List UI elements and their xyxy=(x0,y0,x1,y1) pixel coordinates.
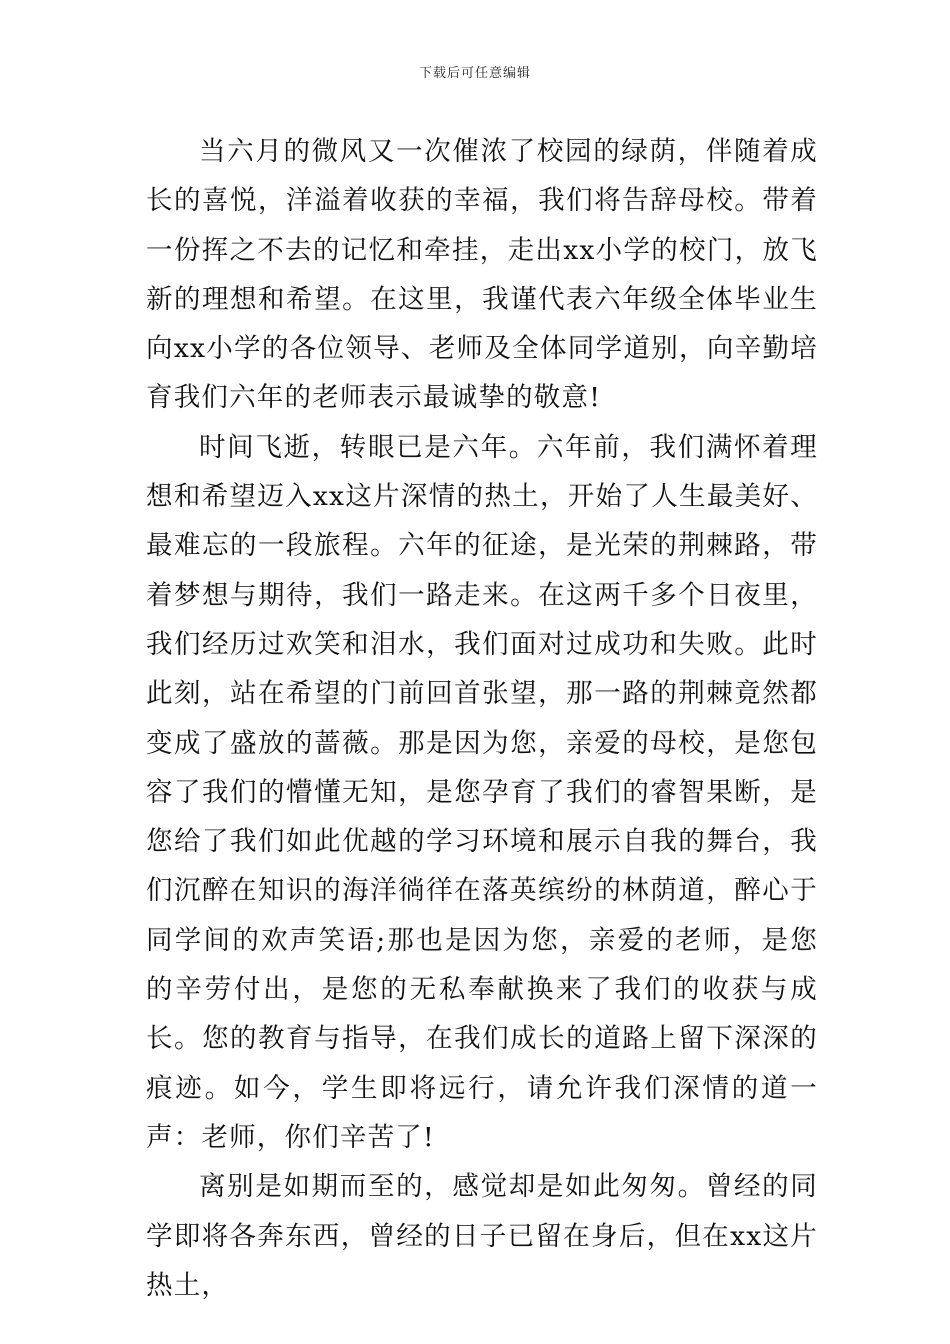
paragraph-3: 离别是如期而至的，感觉却是如此匆匆。曾经的同学即将各奔东西，曾经的日子已留在身后，但在xx这片热土， xyxy=(146,1171,818,1301)
paragraph-2: 时间飞逝，转眼已是六年。六年前，我们满怀着理想和希望迈入xx这片深情的热土，开始了人生最美好、最难忘的一段旅程。六年的征途，是光荣的荆棘路，带着梦想与期待，我们一路走来。在这两千多个日夜里，我们经历过欢笑和泪水，我们面对过成功和失败。此时此刻，站在希望的门前回首张望，那一路的荆棘竟然都变成了盛放的蔷薇。那是因为您，亲爱的母校，是您包容了我们的懵懂无知，是您孕育了我们的睿智果断，是您给了我们如此优越的学习环境和展示自我的舞台，我们沉醉在知识的海洋徜徉在落英缤纷的林荫道，醉心于同学间的欢声笑语;那也是因为您，亲爱的老师，是您的辛劳付出，是您的无私奉献换来了我们的收获与成长。您的教育与指导，在我们成长的道路上留下深深的痕迹。如今，学生即将远行，请允许我们深情的道一声：老师，你们辛苦了! xyxy=(146,431,818,1153)
page-header: 下载后可任意编辑 xyxy=(418,66,531,81)
paragraph-1: 当六月的微风又一次催浓了校园的绿荫，伴随着成长的喜悦，洋溢着收获的幸福，我们将告辞母校。带着一份挥之不去的记忆和牵挂，走出xx小学的校门，放飞新的理想和希望。在这里，我谨代表六年级全体毕业生向xx小学的各位领导、老师及全体同学道别，向辛勤培育我们六年的老师表示最诚挚的敬意! xyxy=(146,136,818,414)
document-body xyxy=(146,127,818,1310)
